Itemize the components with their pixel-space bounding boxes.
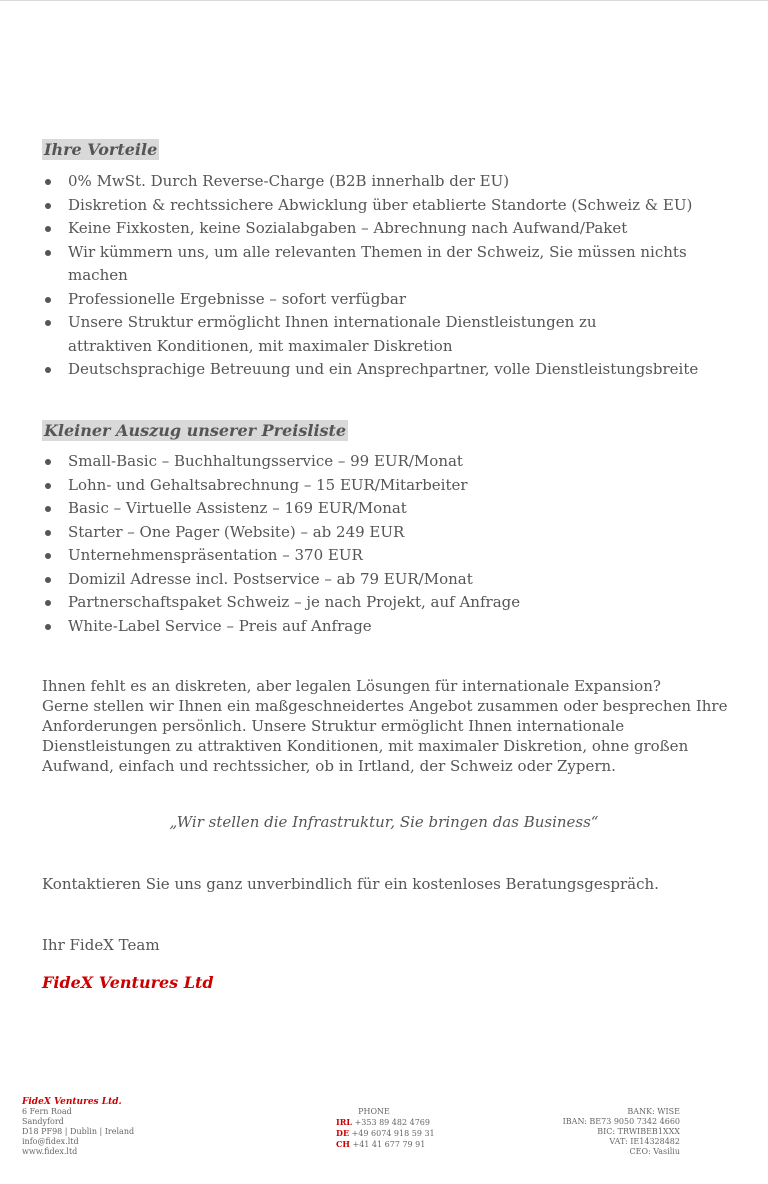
phone-line-ch[interactable] <box>336 1139 435 1150</box>
list-item: Partnerschaftspaket Schweiz – je nach Projekt, auf Anfrage <box>42 591 742 615</box>
question-text: Ihnen fehlt es an diskreten, aber legalen Lösungen für internationale Expansion? <box>42 677 661 695</box>
address-line: 6 Fern Road <box>22 1107 72 1116</box>
signoff-text: Ihr FideX Team <box>42 936 160 954</box>
address-line: D18 PF98 | Dublin | Ireland <box>22 1127 135 1136</box>
pricelist-heading: Kleiner Auszug unserer Preisliste <box>44 421 347 440</box>
list-item: Keine Fixkosten, keine Sozialabgaben – Abrechnung nach Aufwand/Paket <box>42 217 742 241</box>
bank-line: BANK: WISE <box>627 1107 680 1116</box>
list-item: Starter – One Pager (Website) – ab 249 EUR <box>42 521 742 545</box>
phone-number: +49 6074 918 59 31 <box>351 1129 435 1138</box>
phone-line-de[interactable] <box>336 1128 435 1139</box>
contact-text: Kontaktieren Sie uns ganz unverbindlich für ein kostenloses Beratungsgespräch. <box>42 875 659 893</box>
country-code: IRL <box>336 1117 353 1127</box>
list-item: Lohn- und Gehaltsabrechnung – 15 EUR/Mitarbeiter <box>42 474 742 498</box>
phone-line-irl[interactable] <box>336 1117 435 1128</box>
offer-paragraph: Gerne stellen wir Ihnen ein maßgeschneidertes Angebot zusammen oder besprechen Ihre Anforderungen persönlich. Unsere Struktur ermöglicht Ihnen internationale Dienstleistungen zu attraktiven Konditionen, mit maximaler Diskretion, ohne großen Aufwand, einfach und rechtssicher, ob in Irtland, der Schweiz oder Zypern. <box>42 697 728 775</box>
list-item: Basic – Virtuelle Assistenz – 169 EUR/Monat <box>42 497 742 521</box>
list-item: White-Label Service – Preis auf Anfrage <box>42 615 742 639</box>
footer-bank <box>563 1107 680 1157</box>
list-item: Domizil Adresse incl. Postservice – ab 79 EUR/Monat <box>42 568 742 592</box>
footer-address <box>22 1097 134 1157</box>
advantages-list <box>42 170 742 382</box>
footer-company: FideX Ventures Ltd. <box>22 1097 122 1107</box>
address-line: Sandyford <box>22 1117 64 1126</box>
website-link[interactable]: www.fidex.ltd <box>22 1147 78 1156</box>
phone-label: PHONE <box>358 1107 390 1116</box>
bank-line: BIC: TRWIBEB1XXX <box>597 1127 680 1136</box>
list-item: Wir kümmern uns, um alle relevanten Themen in der Schweiz, Sie müssen nichts machen <box>42 241 742 288</box>
list-item: 0% MwSt. Durch Reverse-Charge (B2B innerhalb der EU) <box>42 170 742 194</box>
slogan-quote: „Wir stellen die Infrastruktur, Sie bringen das Business“ <box>169 813 599 831</box>
list-item: Diskretion & rechtssichere Abwicklung über etablierte Standorte (Schweiz & EU) <box>42 194 742 218</box>
advantages-heading: Ihre Vorteile <box>44 140 158 159</box>
country-code: CH <box>336 1139 350 1149</box>
bank-line: CEO: Vasiliu <box>629 1147 680 1156</box>
list-item: Deutschsprachige Betreuung und ein Ansprechpartner, volle Dienstleistungsbreite <box>42 358 742 382</box>
pricelist-list <box>42 450 742 638</box>
list-item: Professionelle Ergebnisse – sofort verfügbar <box>42 288 742 312</box>
country-code: DE <box>336 1128 350 1138</box>
list-item: Unternehmenspräsentation – 370 EUR <box>42 544 742 568</box>
list-item: Small-Basic – Buchhaltungsservice – 99 EUR/Monat <box>42 450 742 474</box>
brand-signature: FideX Ventures Ltd <box>42 973 214 992</box>
bank-line: VAT: IE14328482 <box>609 1137 680 1146</box>
list-item: Unsere Struktur ermöglicht Ihnen internationale Dienstleistungen zu attraktiven Konditionen, mit maximaler Diskretion <box>42 311 668 358</box>
phone-number: +41 41 677 79 91 <box>352 1140 426 1149</box>
bank-line: IBAN: BE73 9050 7342 4660 <box>562 1117 680 1126</box>
email-link[interactable]: info@fidex.ltd <box>22 1137 79 1146</box>
page-top-border <box>0 0 768 1</box>
phone-number: +353 89 482 4769 <box>354 1118 430 1127</box>
footer-phones <box>336 1107 435 1150</box>
